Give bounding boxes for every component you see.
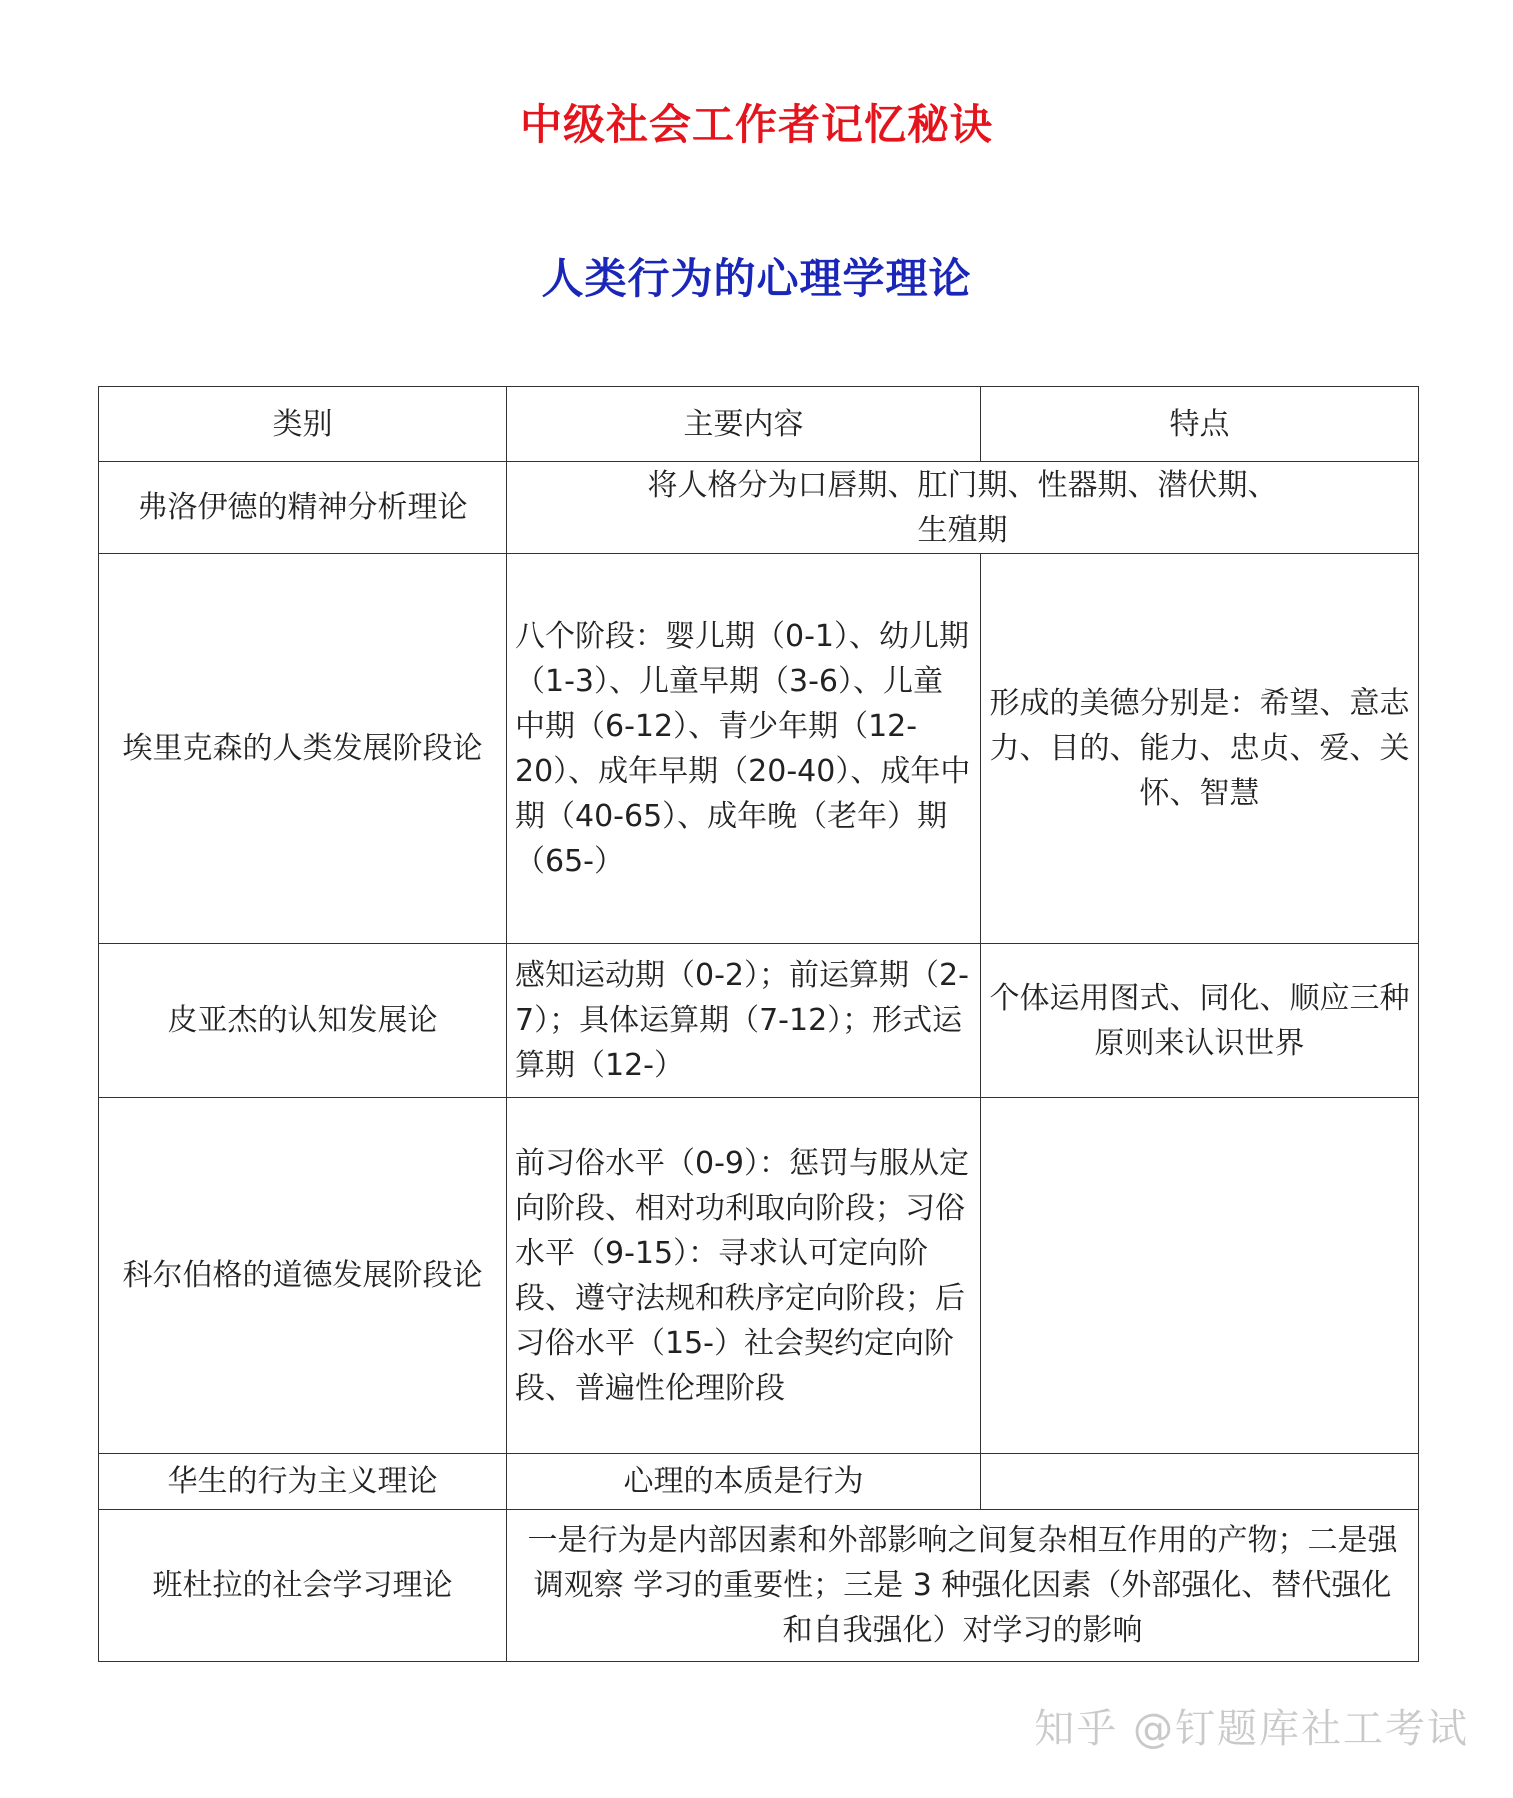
row-content: 前习俗水平（0-9）：惩罚与服从定向阶段、相对功利取向阶段；习俗水平（9-15）：寻求认可定向阶段、遵守法规和秩序定向阶段；后习俗水平（15-）社会契约定向阶段、普遍性伦理阶段 xyxy=(507,1098,981,1454)
row-feature: 形成的美德分别是：希望、意志力、目的、能力、忠贞、爱、关怀、智慧 xyxy=(981,554,1419,944)
table-row xyxy=(99,944,1419,1098)
table-row xyxy=(99,462,1419,554)
row-category: 弗洛伊德的精神分析理论 xyxy=(99,462,507,554)
row-content: 将人格分为口唇期、肛门期、性器期、潜伏期、生殖期 xyxy=(507,462,1419,554)
watermark: 知乎 @钉题库社工考试 xyxy=(1034,1706,1469,1752)
table-header-row xyxy=(99,387,1419,462)
theory-table xyxy=(98,386,1419,1662)
header-category: 类别 xyxy=(99,387,507,462)
row-feature xyxy=(981,1098,1419,1454)
table-row xyxy=(99,1510,1419,1662)
document-title: 中级社会工作者记忆秘诀 xyxy=(519,100,993,149)
row-content: 感知运动期（0-2）；前运算期（2-7）；具体运算期（7-12）；形式运算期（12-） xyxy=(507,944,981,1098)
document-subtitle: 人类行为的心理学理论 xyxy=(541,254,972,303)
row-category: 埃里克森的人类发展阶段论 xyxy=(99,554,507,944)
table-row xyxy=(99,1098,1419,1454)
row-category: 班杜拉的社会学习理论 xyxy=(99,1510,507,1662)
row-category: 华生的行为主义理论 xyxy=(99,1454,507,1510)
header-content: 主要内容 xyxy=(507,387,981,462)
row-category: 皮亚杰的认知发展论 xyxy=(99,944,507,1098)
row-content: 一是行为是内部因素和外部影响之间复杂相互作用的产物；二是强调观察 学习的重要性；三是 3 种强化因素（外部强化、替代强化和自我强化）对学习的影响 xyxy=(507,1510,1419,1662)
row-feature: 个体运用图式、同化、顺应三种原则来认识世界 xyxy=(981,944,1419,1098)
row-feature xyxy=(981,1454,1419,1510)
table-row xyxy=(99,1454,1419,1510)
header-feature: 特点 xyxy=(981,387,1419,462)
row-content: 心理的本质是行为 xyxy=(507,1454,981,1510)
table-row xyxy=(99,554,1419,944)
row-category: 科尔伯格的道德发展阶段论 xyxy=(99,1098,507,1454)
row-content: 八个阶段：婴儿期（0-1）、幼儿期（1-3）、儿童早期（3-6）、儿童中期（6-12）、青少年期（12-20）、成年早期（20-40）、成年中期（40-65）、成年晚（老年）期（65-） xyxy=(507,554,981,944)
